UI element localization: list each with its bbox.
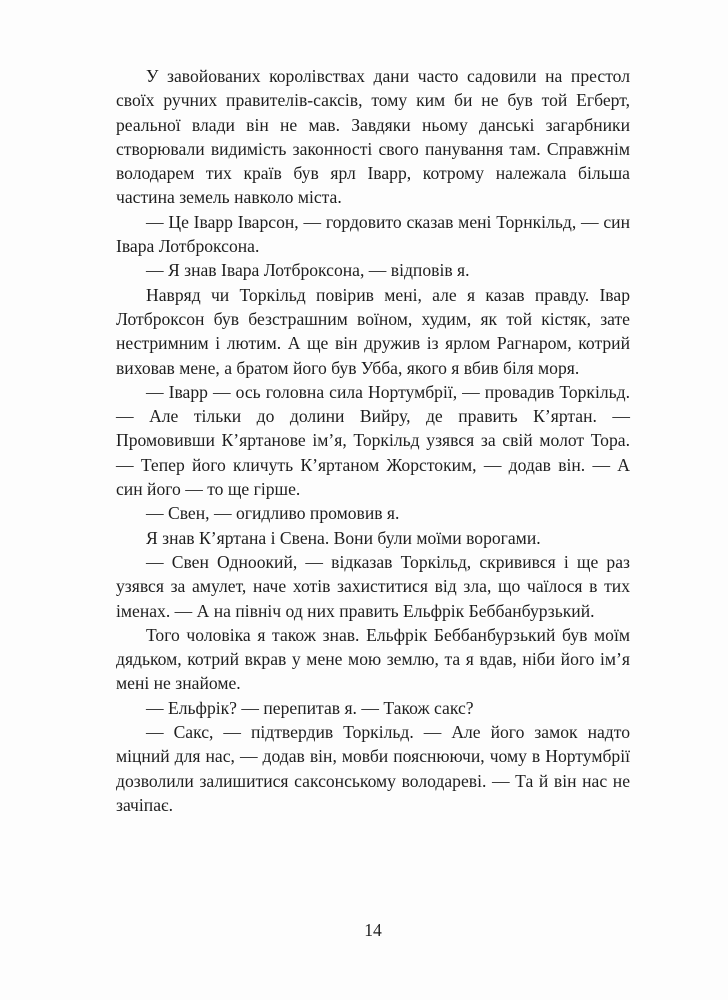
paragraph: — Свен Одноокий, — відказав Торкільд, скривився і ще раз узявся за амулет, наче хотів захиститися від зла, що чаїлося в тих іменах. — А на північ од них править Ельфрік Беббанбурзький.	[116, 551, 630, 621]
body-text	[116, 64, 630, 817]
paragraph: — Іварр — ось головна сила Нортумбрії, — провадив Торкільд. — Але тільки до долини Вийру, де править К’яртан. — Промовивши К’яртанове ім’я, Торкільд узявся за свій молот Тора. — Тепер його кличуть К’яртаном Жорстоким, — додав він. — А син його — то ще гірше.	[116, 381, 630, 500]
page-number: 14	[364, 920, 382, 940]
paragraph: Того чоловіка я також знав. Ельфрік Беббанбурзький був моїм дядьком, котрий вкрав у мене мою землю, та я вдав, ніби його ім’я мені не знайоме.	[116, 624, 630, 694]
paragraph: — Я знав Івара Лотброксона, — відповів я.	[146, 260, 470, 281]
paragraph: — Сакс, — підтвердив Торкільд. — Але його замок надто міцний для нас, — додав він, мовби пояснюючи, чому в Нортумбрії дозволили залишитися саксонському володареві. — Та й він нас не зачіпає.	[116, 722, 630, 815]
paragraph: — Це Іварр Іварсон, — гордовито сказав мені Торнкільд, — син Івара Лотброксона.	[116, 211, 630, 257]
paragraph: — Свен, — огидливо промовив я.	[146, 503, 400, 524]
paragraph: — Ельфрік? — перепитав я. — Також сакс?	[146, 697, 474, 718]
paragraph: Навряд чи Торкільд повірив мені, але я казав правду. Івар Лотброксон був безстрашним воїном, худим, як той кістяк, зате нестримним і лютим. А ще він дружив із ярлом Рагнаром, котрий виховав мене, а братом його був Убба, якого я вбив біля моря.	[116, 284, 630, 378]
paragraph: Я знав К’яртана і Свена. Вони були моїми ворогами.	[146, 527, 541, 548]
paragraph: У завойованих королівствах дани часто садовили на престол своїх ручних правителів-саксів, тому ким би не був той Егберт, реальної влади він не мав. Завдяки ньому данські загарбники створювали видимість законності свого панування там. Справжнім володарем тих країв був ярл Іварр, котрому належала більша частина земель навколо міста.	[116, 66, 630, 208]
